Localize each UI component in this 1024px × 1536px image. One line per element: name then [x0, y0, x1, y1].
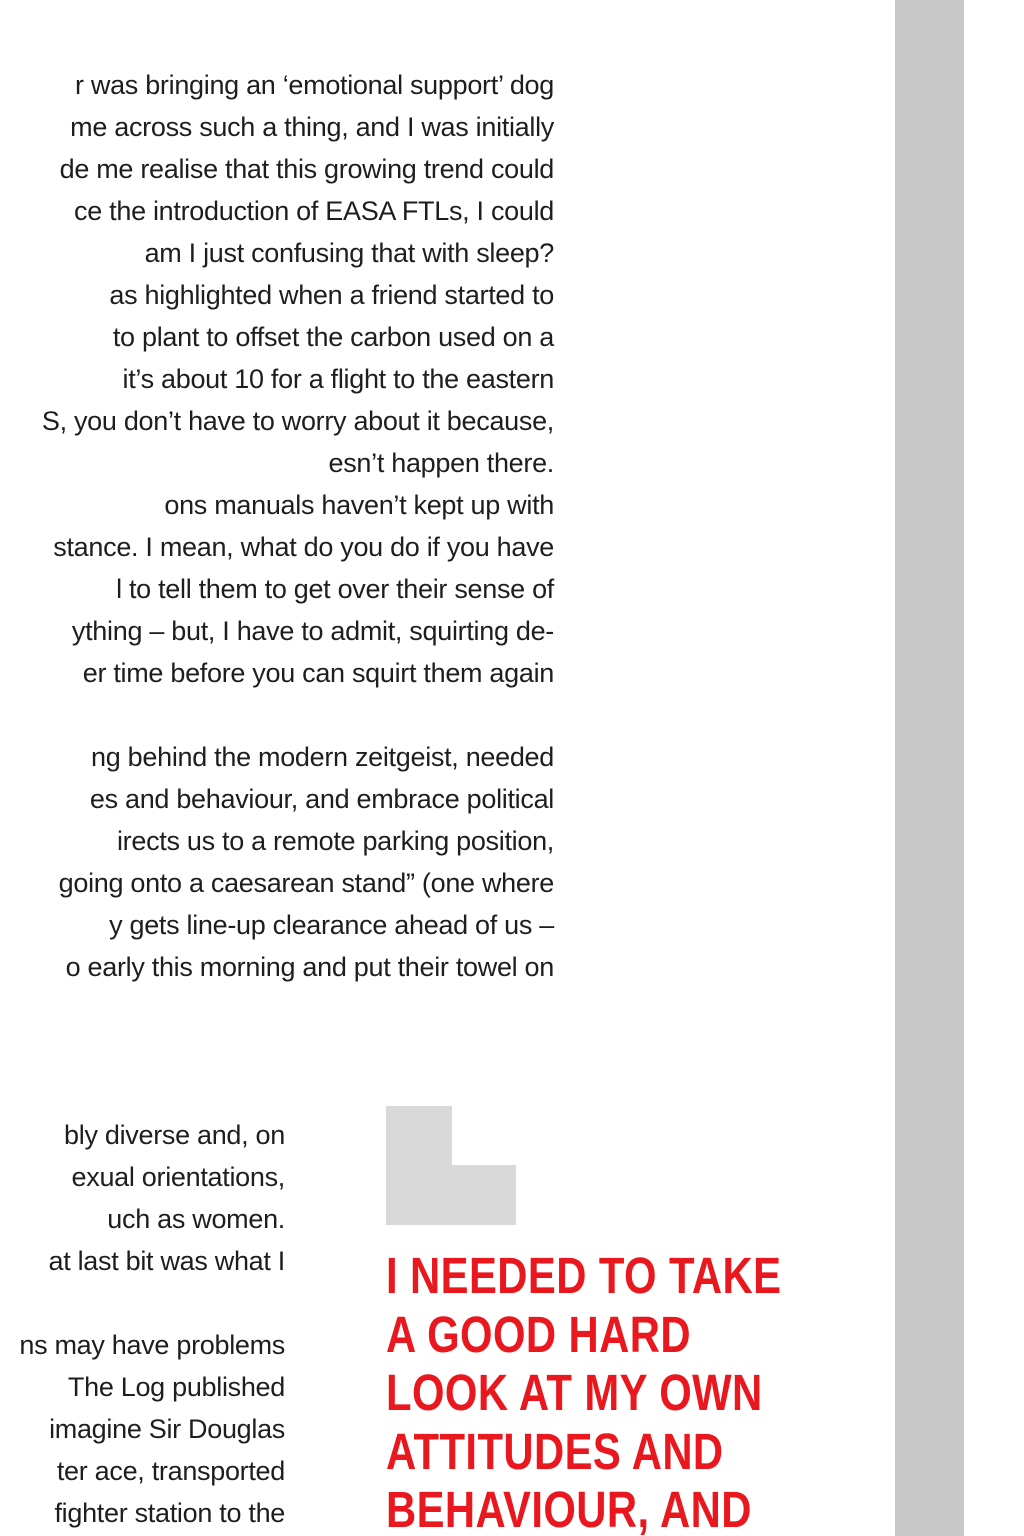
- body-line: o early this morning and put their towel on: [65, 952, 554, 982]
- pull-quote-line: ATTITUDES AND: [386, 1422, 724, 1480]
- body-line: imagine Sir Douglas: [49, 1414, 285, 1444]
- body-line: l to tell them to get over their sense of: [116, 574, 554, 604]
- paragraph-gap: [42, 694, 554, 736]
- body-line: going onto a caesarean stand” (one where: [58, 868, 554, 898]
- page-edge-bar: [895, 0, 964, 1536]
- article-body-lower: [19, 1114, 285, 1534]
- paragraph-gap: [19, 1282, 285, 1324]
- pull-quote-line: A GOOD HARD: [386, 1305, 692, 1363]
- body-line: S, you don’t have to worry about it because,: [41, 406, 554, 436]
- body-line: uch as women.: [107, 1204, 285, 1234]
- closing-quote-mark-icon: [386, 1106, 516, 1225]
- body-line: as highlighted when a friend started to: [109, 280, 554, 310]
- body-line: ng behind the modern zeitgeist, needed: [91, 742, 554, 772]
- body-line: to plant to offset the carbon used on a: [112, 322, 554, 352]
- body-line: r was bringing an ‘emotional support’ dog: [75, 70, 554, 100]
- body-line: bly diverse and, on: [64, 1120, 285, 1150]
- body-line: esn’t happen there.: [328, 448, 554, 478]
- body-line: am I just confusing that with sleep?: [144, 238, 554, 268]
- article-body-upper: [42, 64, 554, 988]
- body-line: irects us to a remote parking position,: [116, 826, 554, 856]
- body-line: er time before you can squirt them again: [82, 658, 554, 688]
- body-line: ter ace, transported: [56, 1456, 285, 1486]
- body-line: exual orientations,: [71, 1162, 285, 1192]
- pull-quote-line: I NEEDED TO TAKE: [386, 1247, 782, 1304]
- body-line: ce the introduction of EASA FTLs, I could: [74, 196, 554, 226]
- body-line: ons manuals haven’t kept up with: [164, 490, 554, 520]
- body-line: ns may have problems: [19, 1330, 285, 1360]
- body-line: ything – but, I have to admit, squirting de-: [71, 616, 554, 646]
- pull-quote: [386, 1247, 782, 1536]
- body-line: at last bit was what I: [48, 1246, 285, 1276]
- body-line: es and behaviour, and embrace political: [89, 784, 554, 814]
- body-line: me across such a thing, and I was initially: [70, 112, 554, 142]
- body-line: fighter station to the: [54, 1498, 285, 1528]
- body-line: de me realise that this growing trend could: [59, 154, 554, 184]
- pull-quote-line: BEHAVIOUR, AND: [386, 1481, 752, 1536]
- quote-mark-shape: [386, 1106, 516, 1225]
- body-line: it’s about 10 for a flight to the eastern: [122, 364, 554, 394]
- body-line: The Log published: [67, 1372, 285, 1402]
- pull-quote-line: LOOK AT MY OWN: [386, 1364, 763, 1421]
- body-line: stance. I mean, what do you do if you have: [53, 532, 554, 562]
- body-line: y gets line-up clearance ahead of us –: [109, 910, 554, 940]
